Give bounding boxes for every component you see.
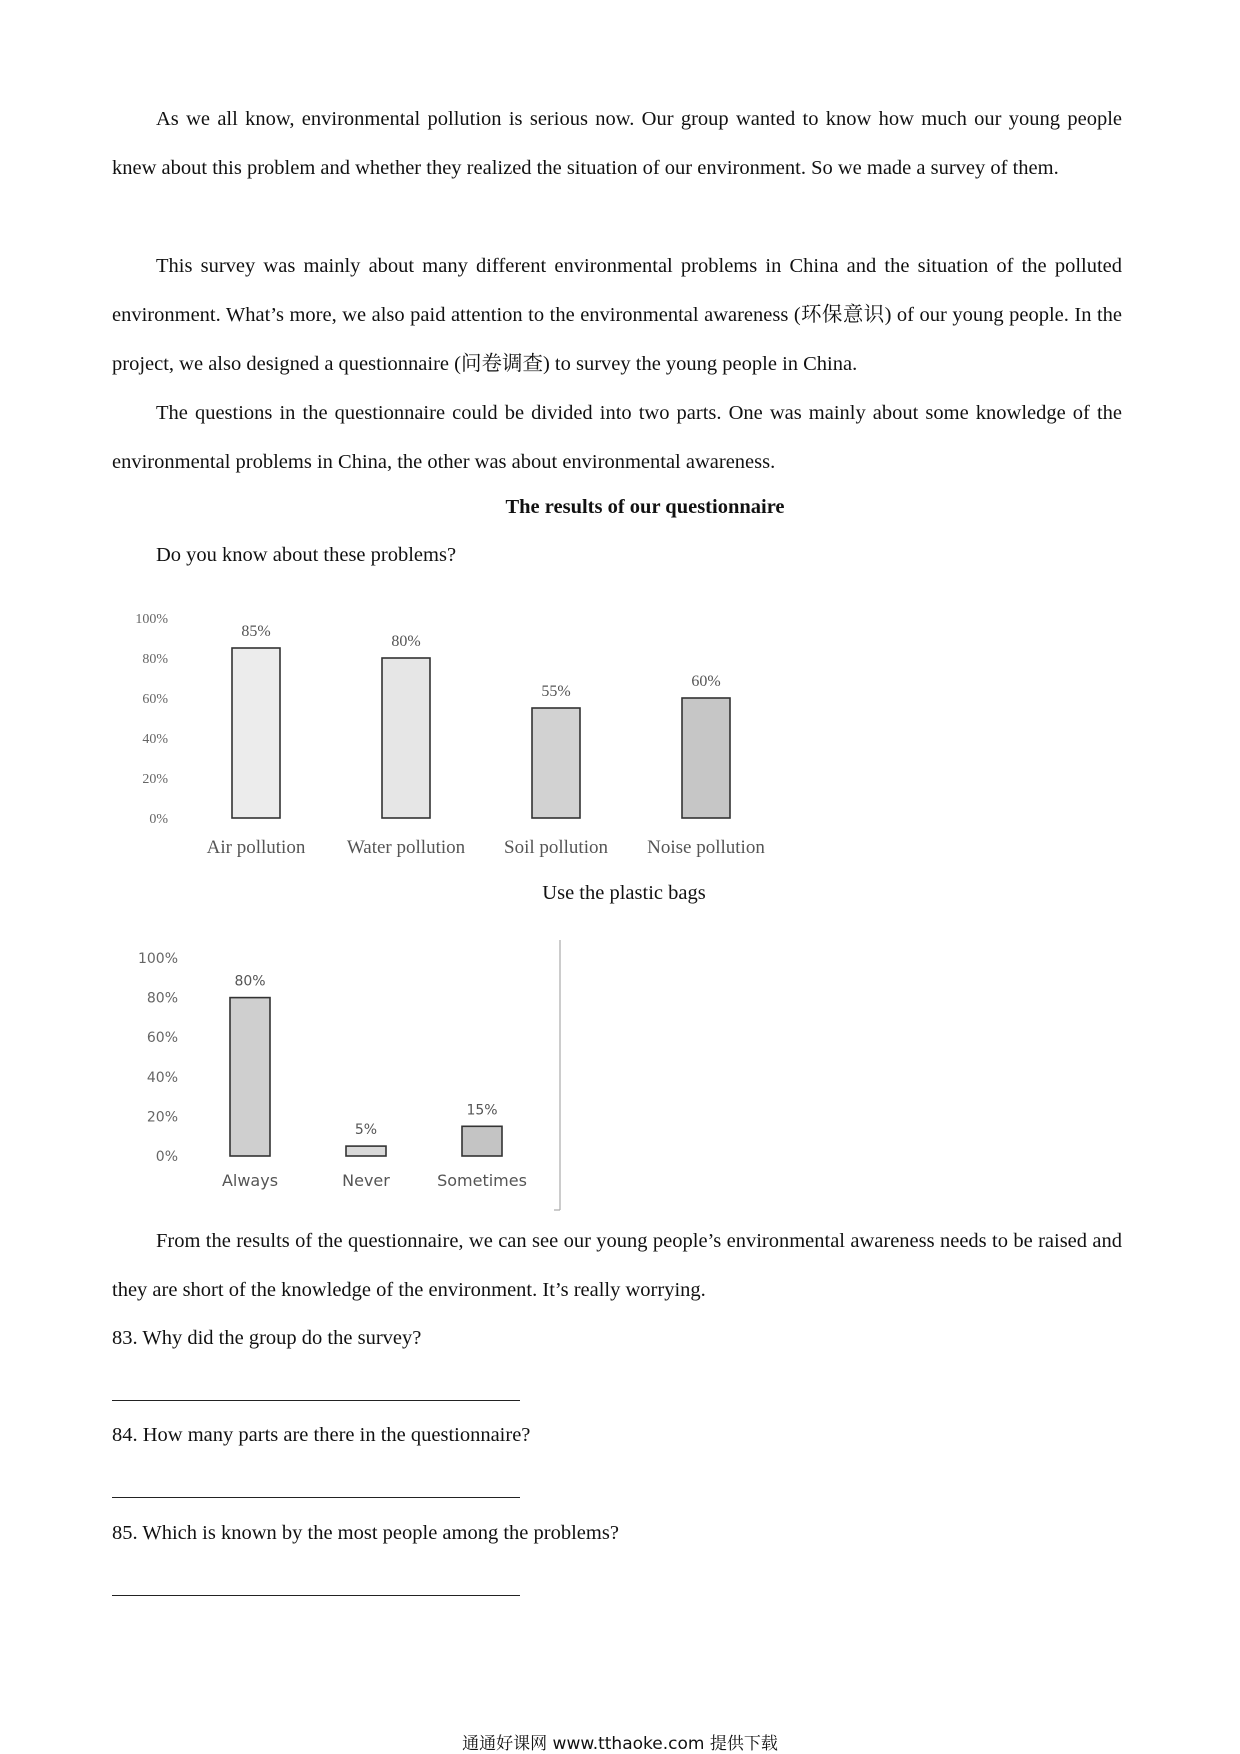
y-tick-label: 0% <box>155 1149 178 1165</box>
category-label: Water pollution <box>346 837 466 858</box>
answer-line-83[interactable] <box>112 1400 520 1401</box>
pollution-awareness-chart <box>112 598 765 870</box>
data-label: 55% <box>541 683 571 700</box>
conclusion-paragraph: From the results of the questionnaire, we can see our young people’s environmental awareness needs to be raised and they are short of the knowledge of the environment. It’s really worrying. <box>112 1230 1122 1301</box>
category-label: Always <box>221 1171 279 1190</box>
question-85: 85. Which is known by the most people among the problems? <box>112 1522 619 1544</box>
bar <box>462 1126 502 1156</box>
bar <box>232 648 280 818</box>
bar <box>346 1146 386 1156</box>
question-83: 83. Why did the group do the survey? <box>112 1327 422 1349</box>
answer-line-84[interactable] <box>112 1497 520 1498</box>
answer-line-85[interactable] <box>112 1595 520 1596</box>
y-tick-label: 20% <box>142 772 168 787</box>
y-tick-label: 80% <box>146 990 178 1007</box>
intro-paragraph: As we all know, environmental pollution is serious now. Our group wanted to know how much our young people knew about this problem and whether they realized the situation of our environment. So we made a survey of them. <box>112 108 1122 179</box>
y-tick-label: 40% <box>146 1069 178 1086</box>
data-label: 5% <box>354 1122 378 1139</box>
y-tick-label: 80% <box>142 652 168 667</box>
y-tick-label: 20% <box>146 1109 178 1126</box>
plastic-bags-chart <box>112 940 572 1210</box>
question-84: 84. How many parts are there in the questionnaire? <box>112 1424 531 1446</box>
category-label: Air pollution <box>206 837 306 858</box>
plastic-bags-chart-title: Use the plastic bags <box>542 882 706 904</box>
y-tick-label: 100% <box>137 951 178 967</box>
data-label: 85% <box>241 623 271 640</box>
y-tick-label: 0% <box>149 812 168 827</box>
bar <box>230 998 270 1156</box>
y-tick-label: 40% <box>142 732 168 747</box>
results-heading: The results of our questionnaire <box>505 496 785 518</box>
data-label: 80% <box>234 973 266 990</box>
data-label: 80% <box>391 633 421 650</box>
data-label: 60% <box>691 673 721 690</box>
category-label: Noise pollution <box>647 837 765 858</box>
y-tick-label: 100% <box>135 612 168 627</box>
footer-watermark: 通通好课网 www.tthaoke.com 提供下载 <box>462 1734 778 1754</box>
category-label: Never <box>342 1171 390 1190</box>
bar <box>382 658 430 818</box>
chart1-question: Do you know about these problems? <box>156 544 457 566</box>
bar <box>532 708 580 818</box>
y-tick-label: 60% <box>142 692 168 707</box>
category-label: Sometimes <box>437 1171 527 1190</box>
data-label: 15% <box>466 1102 498 1119</box>
bar <box>682 698 730 818</box>
survey-paragraph: This survey was mainly about many different environmental problems in China and the situation of the polluted environment. What’s more, we also paid attention to the environmental awareness (环保意识) of our young people. In the project, we also designed a questionnaire (问卷调查) to survey the young people in China. <box>112 255 1122 375</box>
questionnaire-paragraph: The questions in the questionnaire could be divided into two parts. One was mainly about some knowledge of the environmental problems in China, the other was about environmental awareness. <box>112 402 1122 473</box>
category-label: Soil pollution <box>504 837 608 858</box>
y-tick-label: 60% <box>146 1030 178 1047</box>
